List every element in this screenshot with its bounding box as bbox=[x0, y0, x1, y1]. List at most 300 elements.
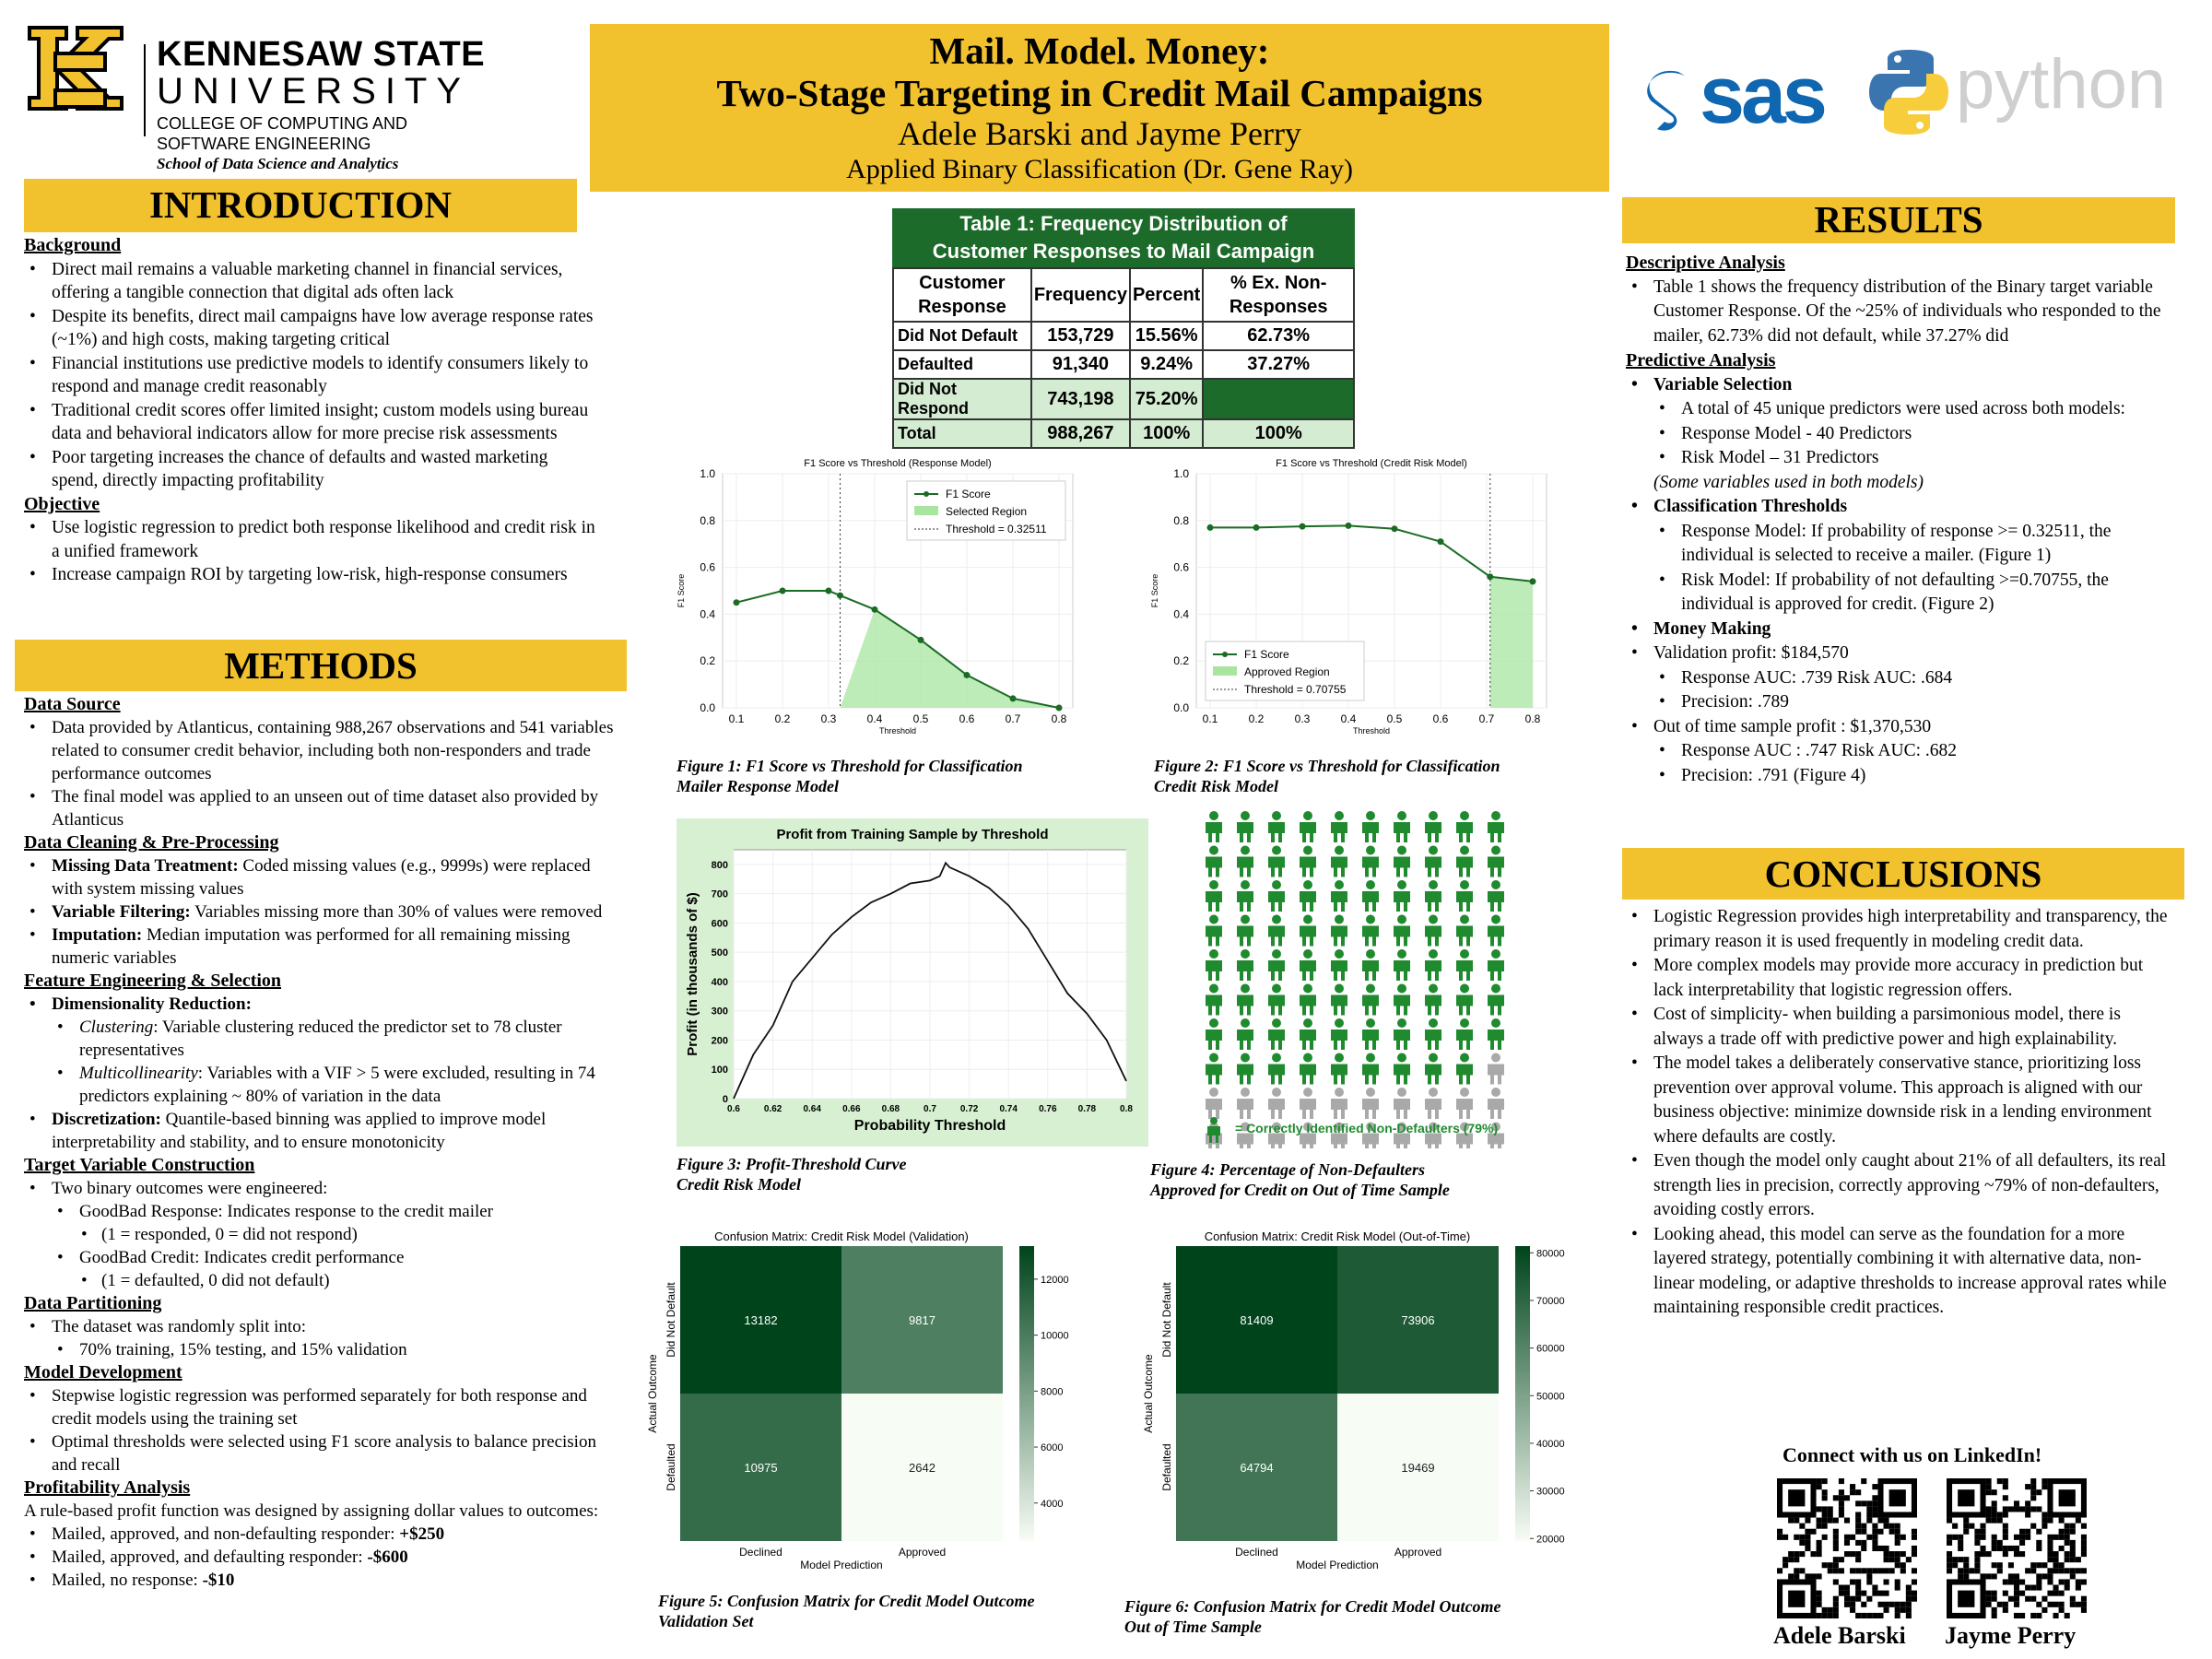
qr-module bbox=[1997, 1568, 2003, 1573]
qr-module bbox=[1828, 1506, 1833, 1512]
qr-module bbox=[1872, 1546, 1877, 1551]
qr-module bbox=[1963, 1562, 1969, 1568]
qr-module bbox=[2047, 1540, 2053, 1546]
person-body bbox=[1300, 960, 1316, 981]
person-icon bbox=[1425, 1088, 1441, 1119]
qr-module bbox=[1906, 1585, 1912, 1591]
qr-module bbox=[1895, 1613, 1900, 1618]
person-body bbox=[1237, 1099, 1253, 1119]
qr-module bbox=[1777, 1535, 1783, 1540]
person-head bbox=[1491, 1053, 1500, 1063]
qr-module bbox=[1855, 1500, 1861, 1506]
qr-module bbox=[2019, 1529, 2025, 1535]
list-item: • Money Making bbox=[1626, 618, 2179, 642]
list-item: • Out of time sample profit : $1,370,530 bbox=[1626, 715, 2179, 740]
qr-module bbox=[1833, 1607, 1839, 1613]
table-cell: Defaulted bbox=[893, 350, 1031, 379]
qr-module bbox=[2025, 1500, 2030, 1506]
list-item: • Direct mail remains a valuable marketing channel in financial services, offering a tangible connection that digital ads often lack bbox=[24, 258, 595, 305]
person-head bbox=[1303, 915, 1312, 924]
qr-module bbox=[1974, 1540, 1980, 1546]
qr-module bbox=[1952, 1535, 1958, 1540]
qr-module bbox=[2014, 1579, 2019, 1584]
qr-module bbox=[2041, 1524, 2047, 1529]
ksu-wordmark bbox=[157, 35, 485, 173]
person-icon bbox=[1394, 1053, 1410, 1085]
list-item: • 70% training, 15% testing, and 15% validation bbox=[24, 1338, 614, 1361]
introduction-body bbox=[24, 234, 595, 587]
qr-module bbox=[2008, 1562, 2014, 1568]
qr-module bbox=[1992, 1591, 1997, 1596]
qr-module bbox=[2025, 1484, 2030, 1489]
colorbar-tick-label: 40000 bbox=[1536, 1438, 1565, 1450]
qr-module bbox=[1980, 1524, 1985, 1529]
qr-module bbox=[1844, 1596, 1850, 1602]
qr-module bbox=[1895, 1607, 1900, 1613]
qr-module bbox=[1817, 1540, 1822, 1546]
x-tick-label: 0.8 bbox=[1524, 712, 1541, 725]
person-body bbox=[1206, 1030, 1222, 1050]
qr-module bbox=[2014, 1596, 2019, 1602]
y-tick-label: 0.8 bbox=[700, 513, 715, 527]
person-icon bbox=[1362, 880, 1379, 912]
qr-module bbox=[2003, 1602, 2008, 1607]
descriptive-heading: Descriptive Analysis bbox=[1626, 253, 1785, 273]
qr-module bbox=[1833, 1602, 1839, 1607]
qr-module bbox=[2065, 1557, 2070, 1562]
qr-module bbox=[1828, 1568, 1833, 1573]
qr-finder bbox=[2059, 1489, 2076, 1506]
table-cell: 153,729 bbox=[1031, 322, 1130, 350]
qr-module bbox=[1900, 1562, 1906, 1568]
y-tick-label: 0.8 bbox=[1173, 513, 1189, 527]
linkedin-connect: Connect with us on LinkedIn! bbox=[1783, 1443, 2042, 1466]
figure-3-profit-chart bbox=[677, 818, 1148, 1147]
qr-module bbox=[1963, 1568, 1969, 1573]
list-item bbox=[24, 1016, 614, 1062]
qr-module bbox=[1822, 1506, 1828, 1512]
person-head bbox=[1209, 1053, 1218, 1063]
column-header: Customer Response bbox=[893, 268, 1031, 322]
objective-list bbox=[24, 516, 595, 587]
qr-module bbox=[2036, 1579, 2041, 1584]
qr-module bbox=[2041, 1562, 2047, 1568]
person-icon bbox=[1488, 915, 1504, 947]
person-body bbox=[1425, 891, 1441, 912]
person-icon bbox=[1300, 1018, 1316, 1050]
qr-module bbox=[2014, 1591, 2019, 1596]
qr-module bbox=[1844, 1535, 1850, 1540]
conclusions-header: CONCLUSIONS bbox=[1622, 848, 2184, 900]
person-body bbox=[1362, 857, 1379, 877]
qr-module bbox=[1861, 1529, 1866, 1535]
person-head bbox=[1335, 1018, 1344, 1028]
person-icon bbox=[1362, 915, 1379, 947]
qr-module bbox=[1884, 1524, 1889, 1529]
qr-module bbox=[1958, 1568, 1963, 1573]
qr-module bbox=[2008, 1579, 2014, 1584]
person-icon bbox=[1237, 811, 1253, 842]
table-cell: 988,267 bbox=[1031, 419, 1130, 448]
list-item: • (1 = responded, 0 = did not respond) bbox=[24, 1223, 614, 1246]
multicollinearity-text: : Variables with a VIF > 5 were excluded, resulting in 74 predictors explaining ~ 80% of variation in the data bbox=[79, 1064, 595, 1106]
x-tick-label: 0.76 bbox=[1039, 1104, 1057, 1114]
list-item: • Financial institutions use predictive models to identify consumers likely to respond and manage credit reasonably bbox=[24, 352, 595, 399]
person-body bbox=[1331, 995, 1347, 1016]
person-head bbox=[1397, 949, 1406, 959]
list-item: • Data provided by Atlanticus, containing 988,267 observations and 541 variables related to consumer credit behavior, including both non-responders and trade performance outcomes bbox=[24, 716, 614, 785]
person-body bbox=[1331, 891, 1347, 912]
person-body bbox=[1331, 960, 1347, 981]
x-tick-label: 0.1 bbox=[728, 712, 745, 725]
qr-module bbox=[1986, 1484, 1992, 1489]
x-axis-label: Model Prediction bbox=[800, 1559, 883, 1571]
qr-module bbox=[1855, 1568, 1861, 1573]
qr-module bbox=[1833, 1495, 1839, 1500]
background-heading: Background bbox=[24, 235, 122, 255]
person-icon bbox=[1300, 949, 1316, 981]
person-body bbox=[1237, 1030, 1253, 1050]
person-body bbox=[1268, 1099, 1285, 1119]
qr-module bbox=[1895, 1557, 1900, 1562]
qr-module bbox=[2047, 1546, 2053, 1551]
person-body bbox=[1331, 1030, 1347, 1050]
qr-module bbox=[1884, 1591, 1889, 1596]
qr-module bbox=[1877, 1602, 1883, 1607]
list-item: • The model takes a deliberately conservative stance, prioritizing loss prevention over approval volume. This approach is aligned with our business objective: minimize downside risk in a lending environment where defaults are costly. bbox=[1626, 1052, 2170, 1149]
qr-module bbox=[1980, 1573, 1985, 1579]
x-tick-label: 0.6 bbox=[1432, 712, 1449, 725]
qr-module bbox=[2081, 1546, 2087, 1551]
person-head bbox=[1272, 915, 1281, 924]
figure-6-caption bbox=[1124, 1596, 1501, 1637]
table-cell: 100% bbox=[1203, 419, 1354, 448]
x-tick-label: 0.6 bbox=[727, 1104, 740, 1114]
cell-value: 13182 bbox=[744, 1313, 778, 1327]
qr-module bbox=[2025, 1535, 2030, 1540]
qr-module bbox=[2065, 1613, 2070, 1618]
qr-module bbox=[1877, 1613, 1883, 1618]
background-list bbox=[24, 258, 595, 493]
x-tick-label: 0.66 bbox=[842, 1104, 861, 1114]
table-row bbox=[893, 379, 1354, 419]
python-word: python bbox=[1956, 45, 2167, 124]
qr-module bbox=[1817, 1602, 1822, 1607]
qr-module bbox=[1855, 1591, 1861, 1596]
results-body bbox=[1626, 251, 2179, 788]
qr-module bbox=[1855, 1613, 1861, 1618]
person-body bbox=[1425, 926, 1441, 947]
y-axis-label: Actual Outcome bbox=[646, 1354, 659, 1433]
x-tick-label: Approved bbox=[898, 1546, 947, 1559]
person-icon bbox=[1362, 846, 1379, 877]
person-icon bbox=[1206, 1018, 1222, 1050]
qr-module bbox=[1986, 1512, 1992, 1517]
person-icon bbox=[1425, 1053, 1441, 1085]
qr-module bbox=[2003, 1512, 2008, 1517]
list-item: • Even though the model only caught about 21% of all defaulters, its real strength lies in precision, correctly approving ~79% of non-defaulters, avoiding costly errors. bbox=[1626, 1149, 2170, 1223]
qr-module bbox=[2047, 1579, 2053, 1584]
qr-module bbox=[2036, 1529, 2041, 1535]
person-icon bbox=[1237, 1053, 1253, 1085]
qr-module bbox=[2036, 1489, 2041, 1495]
qr-module bbox=[1799, 1551, 1805, 1557]
conclusions-body bbox=[1626, 905, 2170, 1321]
ksu-school: School of Data Science and Analytics bbox=[157, 155, 399, 172]
list-item: • Precision: .789 bbox=[1626, 690, 2179, 715]
qr-module bbox=[1794, 1568, 1799, 1573]
person-body bbox=[1206, 995, 1222, 1016]
person-body bbox=[1362, 960, 1379, 981]
person-head bbox=[1429, 880, 1438, 889]
person-icon bbox=[1206, 915, 1222, 947]
person-head bbox=[1303, 1088, 1312, 1097]
person-body bbox=[1331, 822, 1347, 842]
y-tick-label: 1.0 bbox=[1173, 467, 1189, 480]
qr-module bbox=[1974, 1535, 1980, 1540]
y-tick-label: 0.4 bbox=[1173, 607, 1189, 621]
qr-module bbox=[1817, 1591, 1822, 1596]
qr-module bbox=[2036, 1585, 2041, 1591]
qr-module bbox=[1889, 1557, 1895, 1562]
figure-4-pictogram bbox=[1196, 806, 1528, 1148]
qr-module bbox=[2081, 1540, 2087, 1546]
legend-swatch-region bbox=[914, 506, 938, 515]
person-icon bbox=[1300, 880, 1316, 912]
person-head bbox=[1335, 880, 1344, 889]
colorbar-tick-label: 12000 bbox=[1041, 1274, 1069, 1286]
person-icon bbox=[1331, 846, 1347, 877]
results-header: RESULTS bbox=[1622, 197, 2175, 243]
qr-module bbox=[1958, 1546, 1963, 1551]
qr-module bbox=[1997, 1562, 2003, 1568]
person-body bbox=[1300, 822, 1316, 842]
profit-item-text: Mailed, no response: bbox=[52, 1571, 203, 1590]
qr-module bbox=[1872, 1524, 1877, 1529]
qr-module bbox=[1947, 1568, 1952, 1573]
author-name-2: Jayme Perry bbox=[1945, 1622, 2077, 1649]
profit-item-value: +$250 bbox=[399, 1524, 445, 1544]
cell-value: 10975 bbox=[744, 1461, 778, 1475]
list-item: • Table 1 shows the frequency distribution of the Binary target variable Customer Response. Of the ~25% of individuals who responded to the mailer, 62.73% did not default, while 37.27% did bbox=[1626, 276, 2179, 349]
x-tick-label: 0.7 bbox=[924, 1104, 936, 1114]
qr-module bbox=[1969, 1568, 1974, 1573]
qr-module bbox=[1783, 1557, 1788, 1562]
person-icon bbox=[1394, 1088, 1410, 1119]
table-1 bbox=[892, 208, 1355, 449]
qr-module bbox=[2081, 1551, 2087, 1557]
title-authors: Adele Barski and Jayme Perry bbox=[898, 115, 1301, 152]
qr-module bbox=[1866, 1613, 1872, 1618]
person-body bbox=[1394, 1065, 1410, 1085]
qr-module bbox=[2019, 1613, 2025, 1618]
qr-finder bbox=[1958, 1489, 1974, 1506]
data-source-heading: Data Source bbox=[24, 694, 121, 714]
person-head bbox=[1460, 846, 1469, 855]
y-tick-label: 0.6 bbox=[1173, 560, 1189, 574]
qr-module bbox=[1833, 1613, 1839, 1618]
qr-module bbox=[2065, 1540, 2070, 1546]
person-icon bbox=[1300, 915, 1316, 947]
qr-module bbox=[2059, 1518, 2065, 1524]
qr-module bbox=[2053, 1591, 2059, 1596]
cell-value: 81409 bbox=[1240, 1313, 1274, 1327]
list-item: • Response AUC: .739 Risk AUC: .684 bbox=[1626, 666, 2179, 691]
qr-module bbox=[1833, 1529, 1839, 1535]
person-icon bbox=[1425, 984, 1441, 1016]
qr-module bbox=[2014, 1613, 2019, 1618]
qr-module bbox=[1839, 1591, 1844, 1596]
list-item: • The dataset was randomly split into: bbox=[24, 1315, 614, 1338]
qr-module bbox=[1833, 1518, 1839, 1524]
qr-module bbox=[2070, 1551, 2076, 1557]
list-item bbox=[24, 900, 614, 924]
person-body bbox=[1268, 822, 1285, 842]
qr-code-icon[interactable] bbox=[1947, 1478, 2087, 1618]
x-tick-label: 0.62 bbox=[763, 1104, 782, 1114]
table-row bbox=[893, 322, 1354, 350]
qr-module bbox=[1947, 1518, 1952, 1524]
qr-module bbox=[2081, 1524, 2087, 1529]
profit-heading: Profitability Analysis bbox=[24, 1477, 191, 1498]
qr-module bbox=[2047, 1568, 2053, 1573]
ksu-univ: UNIVERSITY bbox=[157, 71, 471, 112]
y-tick-label: 0.2 bbox=[1173, 654, 1189, 668]
legend-label: F1 Score bbox=[946, 488, 991, 500]
x-tick-label: 0.8 bbox=[1120, 1104, 1133, 1114]
person-head bbox=[1491, 915, 1500, 924]
qr-module bbox=[1980, 1546, 1985, 1551]
y-tick-label: 500 bbox=[711, 947, 728, 959]
qr-module bbox=[1963, 1518, 1969, 1524]
qr-module bbox=[1861, 1602, 1866, 1607]
person-icon bbox=[1268, 984, 1285, 1016]
person-body bbox=[1488, 926, 1504, 947]
person-head bbox=[1491, 984, 1500, 994]
person-body bbox=[1362, 891, 1379, 912]
discretization-text: Quantile-based binning was applied to improve model interpretability and stability, and to ensure monotonicity bbox=[52, 1110, 547, 1152]
person-head bbox=[1335, 949, 1344, 959]
person-icon bbox=[1488, 984, 1504, 1016]
qr-module bbox=[1895, 1562, 1900, 1568]
person-body bbox=[1456, 891, 1473, 912]
qr-module bbox=[1810, 1529, 1816, 1535]
qr-module bbox=[1866, 1535, 1872, 1540]
qr-module bbox=[1861, 1540, 1866, 1546]
qr-module bbox=[1817, 1596, 1822, 1602]
list-item: • Looking ahead, this model can serve as the foundation for a more layered strategy, potentially combining it with alternative data, non-linear modeling, or adaptive thresholds to increase approval rates while maintaining responsible credit practices. bbox=[1626, 1223, 2170, 1321]
qr-module bbox=[2053, 1551, 2059, 1557]
qr-module bbox=[1822, 1518, 1828, 1524]
person-body bbox=[1488, 891, 1504, 912]
qr-module bbox=[1866, 1579, 1872, 1584]
qr-module bbox=[2008, 1596, 2014, 1602]
person-icon bbox=[1331, 811, 1347, 842]
qr-module bbox=[1997, 1546, 2003, 1551]
person-head bbox=[1303, 1053, 1312, 1063]
y-axis-label: F1 Score bbox=[677, 573, 686, 608]
list-item: • Risk Model: If probability of not defaulting >=0.70755, the individual is approved for credit. (Figure 2) bbox=[1626, 569, 2179, 618]
qr-module bbox=[1906, 1591, 1912, 1596]
list-item: • Cost of simplicity- when building a parsimonious model, there is always a trade off with predictive power and high explainability. bbox=[1626, 1003, 2170, 1052]
qr-module bbox=[1992, 1596, 1997, 1602]
person-body bbox=[1394, 822, 1410, 842]
figure-5-caption-line-2: Validation Set bbox=[658, 1612, 754, 1630]
qr-module bbox=[1986, 1591, 1992, 1596]
qr-module bbox=[1958, 1573, 1963, 1579]
qr-module bbox=[1822, 1562, 1828, 1568]
y-tick-label: 0.2 bbox=[700, 654, 715, 668]
qr-module bbox=[1992, 1546, 1997, 1551]
table-cell: Total bbox=[893, 419, 1031, 448]
qr-module bbox=[1828, 1607, 1833, 1613]
qr-module bbox=[2030, 1562, 2036, 1568]
list-item: • Response AUC : .747 Risk AUC: .682 bbox=[1626, 739, 2179, 764]
x-tick-label: Declined bbox=[1235, 1546, 1278, 1559]
chart-title: Confusion Matrix: Credit Risk Model (Out-of-Time) bbox=[1204, 1230, 1471, 1243]
qr-module bbox=[1986, 1551, 1992, 1557]
qr-module bbox=[1992, 1562, 1997, 1568]
data-point bbox=[964, 672, 971, 678]
person-icon bbox=[1206, 880, 1222, 912]
qr-module bbox=[1855, 1596, 1861, 1602]
figure-1-caption-line-1: Figure 1: F1 Score vs Threshold for Classification bbox=[677, 757, 1023, 775]
column-header: Percent bbox=[1130, 268, 1203, 322]
qr-code-icon[interactable] bbox=[1777, 1478, 1917, 1618]
table-cell: 75.20% bbox=[1130, 379, 1203, 419]
person-icon bbox=[1206, 1053, 1222, 1085]
qr-module bbox=[1794, 1518, 1799, 1524]
cell-value: 64794 bbox=[1240, 1461, 1274, 1475]
ksu-college-1: COLLEGE OF COMPUTING AND bbox=[157, 114, 408, 133]
qr-module bbox=[1855, 1551, 1861, 1557]
x-tick-label: 0.78 bbox=[1077, 1104, 1097, 1114]
person-head bbox=[1241, 846, 1250, 855]
qr-module bbox=[1839, 1500, 1844, 1506]
y-tick-label: 0 bbox=[722, 1094, 728, 1105]
person-head bbox=[1491, 949, 1500, 959]
qr-module bbox=[1895, 1602, 1900, 1607]
person-head bbox=[1335, 984, 1344, 994]
person-icon bbox=[1237, 915, 1253, 947]
qr-module bbox=[2014, 1602, 2019, 1607]
person-head bbox=[1272, 1018, 1281, 1028]
person-icon bbox=[1488, 1053, 1504, 1085]
person-body bbox=[1300, 857, 1316, 877]
person-head bbox=[1429, 1018, 1438, 1028]
person-head bbox=[1209, 880, 1218, 889]
profit-item-value: -$600 bbox=[367, 1547, 408, 1567]
list-item: • Use logistic regression to predict both response likelihood and credit risk in a unified framework bbox=[24, 516, 595, 563]
qr-module bbox=[1799, 1540, 1805, 1546]
person-body bbox=[1300, 891, 1316, 912]
qr-module bbox=[1895, 1535, 1900, 1540]
person-head bbox=[1491, 1088, 1500, 1097]
list-item: • GoodBad Credit: Indicates credit performance bbox=[24, 1246, 614, 1269]
colorbar-tick-label: 80000 bbox=[1536, 1248, 1565, 1260]
legend-label: Threshold = 0.70755 bbox=[1244, 683, 1347, 696]
legend-label: Selected Region bbox=[946, 505, 1028, 518]
ksu-name: KENNESAW STATE bbox=[157, 35, 486, 74]
person-icon bbox=[1331, 915, 1347, 947]
data-point bbox=[734, 599, 740, 606]
qr-module bbox=[2070, 1529, 2076, 1535]
qr-module bbox=[1947, 1540, 1952, 1546]
qr-module bbox=[1861, 1524, 1866, 1529]
table-cell: 9.24% bbox=[1130, 350, 1203, 379]
qr-module bbox=[1884, 1557, 1889, 1562]
qr-module bbox=[2070, 1524, 2076, 1529]
